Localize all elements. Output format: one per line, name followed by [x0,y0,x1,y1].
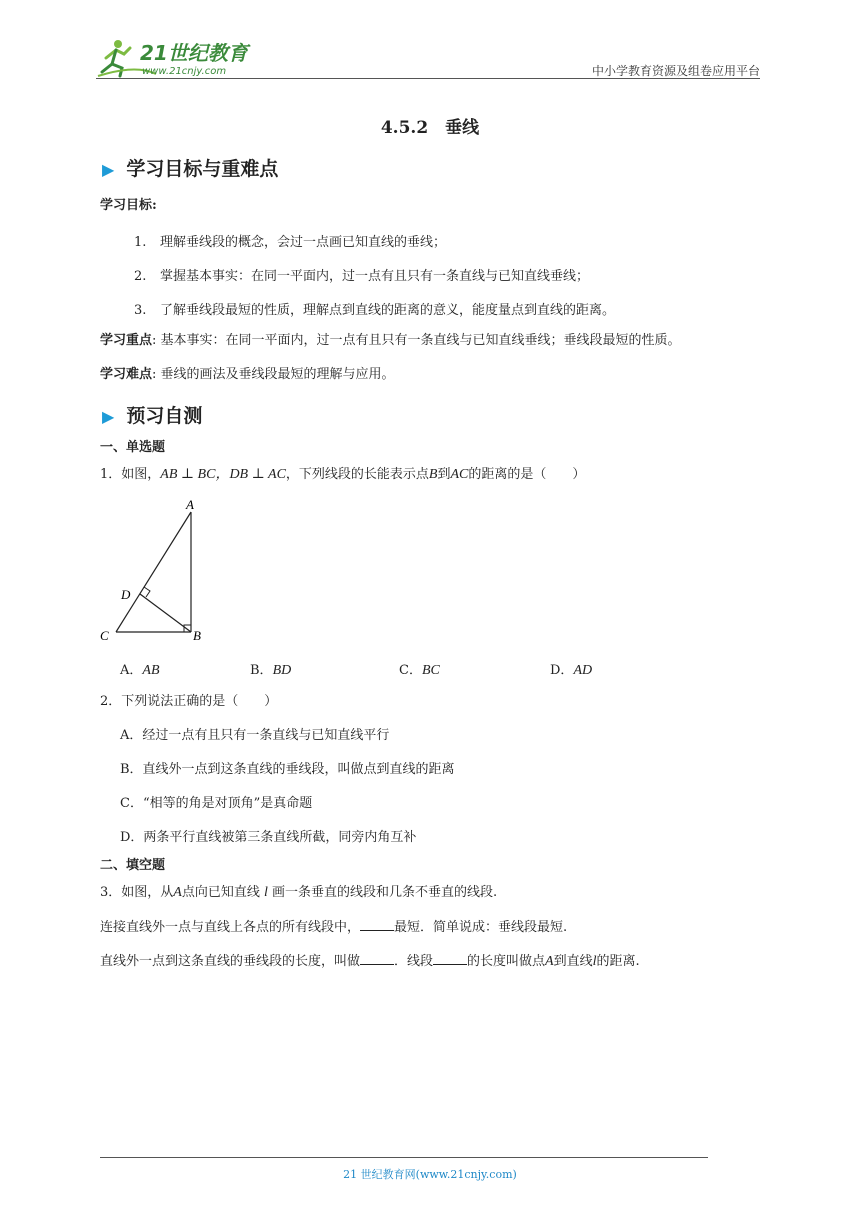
difficulty-text: : 垂线的画法及垂线段最短的理解与应用。 [152,367,395,382]
q2-option-b[interactable]: B．直线外一点到这条直线的垂线段，叫做点到直线的距离 [120,762,455,777]
header-divider [96,78,760,79]
math-expression: AB ⊥ BC，DB ⊥ AC [160,467,286,482]
question-1-stem: 1．如图，AB ⊥ BC，DB ⊥ AC，下列线段的长能表示点B到AC的距离的是（ ） [100,467,586,482]
logo-url: www.21cnjy.com [142,66,227,77]
goal-text: 掌握基本事实：在同一平面内，过一点有且只有一条直线与已知直线垂线； [160,269,590,284]
q1-option-b[interactable]: B．BD [250,663,292,678]
footer-link[interactable]: 21 世纪教育网(www.21cnjy.com) [343,1168,517,1181]
difficulty [100,366,395,384]
footer-divider [100,1157,708,1158]
goal-item [134,299,615,318]
q1-option-a[interactable]: A．AB [120,663,160,678]
key-points [100,332,681,350]
vertex-label-a: A [186,497,194,512]
question-3-line-3: 直线外一点到这条直线的垂线段的长度，叫做 ．线段 的长度叫做点A到直线l的距离. [100,954,640,969]
q2-option-d[interactable]: D．两条平行直线被第三条直线所截，同旁内角互补 [120,830,417,845]
part-heading-fill-blank: 二、填空题 [100,858,166,873]
q1-option-d[interactable]: D．AD [550,663,593,678]
q1-option-c[interactable]: C．BC [399,663,440,678]
question-3-line-1: 3．如图，从A点向已知直线 l 画一条垂直的线段和几条不垂直的线段. [100,885,498,900]
goal-item [134,231,446,250]
section-heading-text: 学习目标与重难点 [126,158,279,180]
vertex-label-d: D [121,587,131,602]
goal-number: 2. [134,269,147,284]
triangle-figure [96,494,216,646]
goal-text: 理解垂线段的概念，会过一点画已知直线的垂线； [160,235,447,250]
section-heading-goals [102,154,278,181]
triangle-bullet-icon: ▶ [102,407,115,426]
header-platform-text: 中小学教育资源及组卷应用平台 [591,64,760,78]
logo [96,36,256,82]
key-label: 学习重点 [100,333,153,348]
part-heading-single-choice: 一、单选题 [100,440,166,455]
section-heading-text: 预习自测 [126,405,203,427]
goal-number: 3. [134,303,147,318]
goal-item [134,265,589,284]
question-2-stem: 2．下列说法正确的是（ ） [100,694,278,709]
section-heading-pretest [102,401,202,428]
key-text: : 基本事实：在同一平面内，过一点有且只有一条直线与已知直线垂线；垂线段最短的性质。 [152,333,681,348]
answer-blank[interactable] [360,918,394,931]
answer-blank[interactable] [433,952,467,965]
q2-option-a[interactable]: A．经过一点有且只有一条直线与已知直线平行 [120,728,390,743]
goal-text: 了解垂线段最短的性质，理解点到直线的距离的意义，能度量点到直线的距离。 [160,303,616,318]
goals-label: 学习目标: [100,198,157,213]
page-title: 4.5.2 垂线 [380,118,480,138]
goal-number: 1. [134,235,147,250]
vertex-label-c: C [100,628,109,643]
question-3-line-2: 连接直线外一点与直线上各点的所有线段中， 最短．简单说成：垂线段最短. [100,920,568,935]
triangle-bullet-icon: ▶ [102,160,115,179]
vertex-label-b: B [193,628,201,643]
logo-text: 21世纪教育 [140,41,248,65]
difficulty-label: 学习难点 [100,367,153,382]
answer-blank[interactable] [360,952,394,965]
q2-option-c[interactable]: C．“相等的角是对顶角”是真命题 [120,796,313,811]
